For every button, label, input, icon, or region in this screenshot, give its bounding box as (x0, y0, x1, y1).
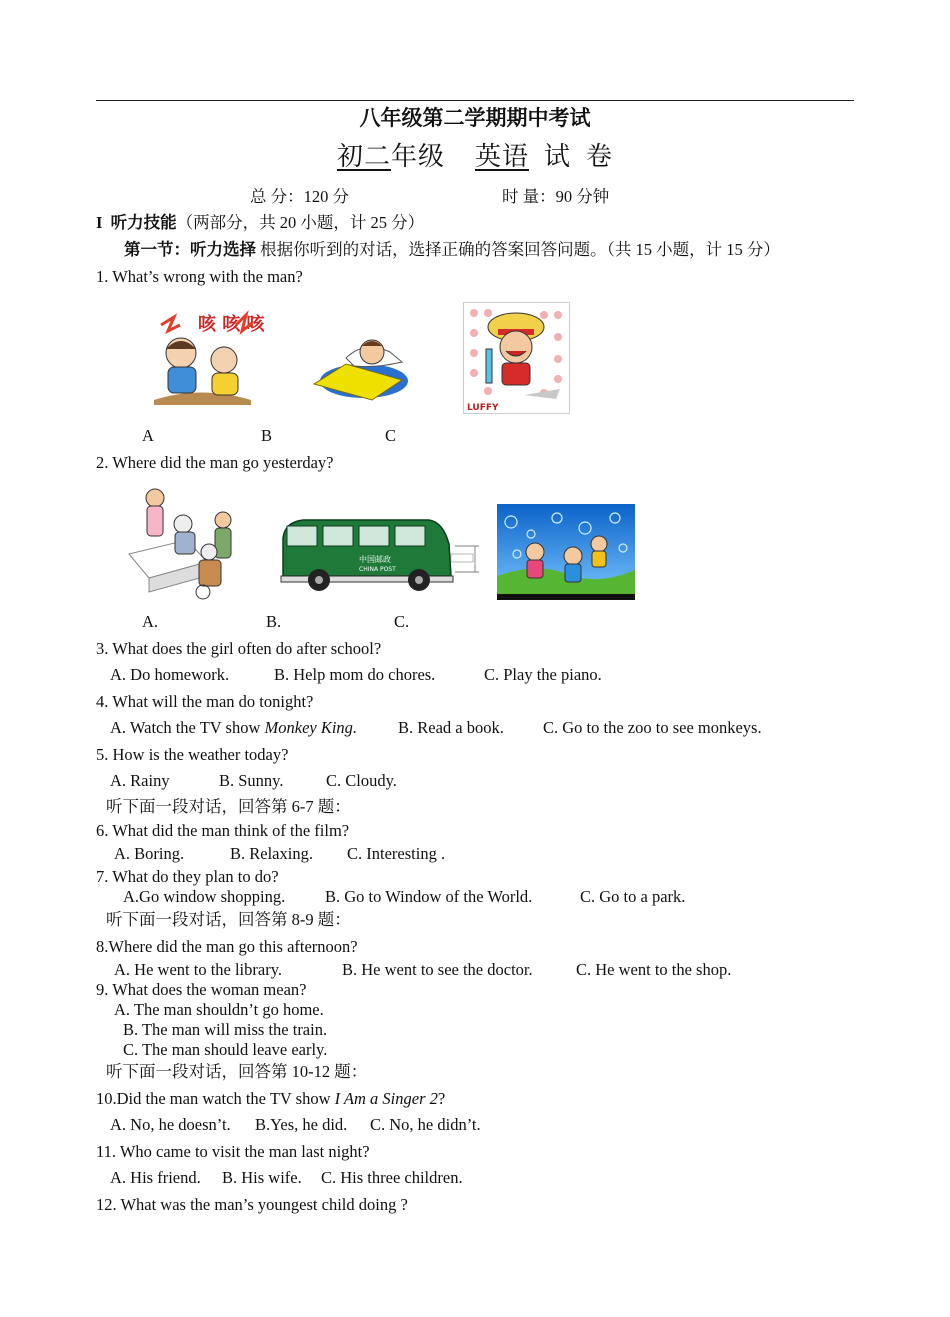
q7-option-c: C. Go to a park. (580, 887, 686, 906)
q9-text: 9. What does the woman mean? (96, 980, 307, 999)
q4-option-a-text: A. Watch the TV show (110, 718, 265, 737)
q11-text: 11. Who came to visit the man last night? (96, 1142, 370, 1161)
q4-option-b: B. Read a book. (398, 718, 504, 737)
q8-option-b: B. He went to see the doctor. (342, 960, 533, 979)
q4-text: 4. What will the man do tonight? (96, 692, 314, 711)
q7-text: 7. What do they plan to do? (96, 867, 279, 886)
exam-title: 八年级第二学期期中考试 (359, 106, 591, 130)
q6-option-c: C. Interesting . (347, 844, 446, 863)
intro-6-7: 听下面一段对话，回答第 6-7 题： (106, 797, 351, 816)
q5-option-c: C. Cloudy. (326, 771, 397, 790)
q3-text: 3. What does the girl often do after school? (96, 639, 382, 658)
q2-text: 2. Where did the man go yesterday? (96, 453, 334, 472)
q1-image-a (146, 305, 265, 407)
q2-image-c (497, 504, 635, 600)
exam-subtitle (0, 144, 950, 170)
q3-option-a: A. Do homework. (110, 665, 230, 684)
q5-option-b: B. Sunny. (219, 771, 284, 790)
section1-rest: 根据你听到的对话，选择正确的答案回答问题。（共 15 小题，计 15 分） (260, 240, 780, 259)
q2-image-a (127, 484, 239, 600)
q11-option-b: B. His wife. (222, 1168, 302, 1187)
q4-option-c: C. Go to the zoo to see monkeys. (543, 718, 762, 737)
q10-show-title: I Am a Singer 2 (334, 1089, 438, 1108)
q2-b-logo: 中国邮政 (359, 555, 391, 564)
header-rule (96, 100, 854, 101)
q1-label-b: B (261, 426, 273, 445)
q1-image-c (463, 302, 570, 414)
subject: 英语 (475, 142, 530, 171)
part1-rest: （两部分，共 20 小题，计 25 分） (176, 213, 425, 232)
q6-option-b: B. Relaxing. (230, 844, 313, 863)
part1-heading (96, 215, 424, 232)
q7-option-b: B. Go to Window of the World. (325, 887, 533, 906)
q5-text: 5. How is the weather today? (96, 745, 289, 764)
q5-option-a: A. Rainy (110, 771, 170, 790)
intro-10-12: 听下面一段对话，回答第 10-12 题： (106, 1062, 368, 1081)
q1-label-a: A (142, 426, 154, 445)
total-score: 总 分：120 分 (250, 187, 349, 206)
part1-number: I (96, 213, 103, 232)
grade-underlined: 初二 (336, 142, 391, 171)
q4-show-title: Monkey King. (264, 718, 358, 737)
q10-option-a: A. No, he doesn’t. (110, 1115, 231, 1134)
q9-option-a: A. The man shouldn’t go home. (114, 1000, 324, 1019)
intro-8-9: 听下面一段对话，回答第 8-9 题： (106, 910, 351, 929)
q2-label-b: B. (266, 612, 282, 631)
q8-option-c: C. He went to the shop. (576, 960, 732, 979)
q10-text-post: ? (437, 1089, 446, 1108)
q10-option-c: C. No, he didn’t. (370, 1115, 481, 1134)
q11-option-c: C. His three children. (321, 1168, 463, 1187)
q2-image-b (279, 516, 487, 596)
q4-option-a (110, 720, 357, 737)
q6-option-a: A. Boring. (114, 844, 185, 863)
section1-heading (124, 242, 780, 259)
q9-option-c: C. The man should leave early. (123, 1040, 328, 1059)
q8-option-a: A. He went to the library. (114, 960, 283, 979)
q2-label-a: A. (142, 612, 159, 631)
part1-bold: 听力技能 (110, 213, 177, 232)
q9-option-b: B. The man will miss the train. (123, 1020, 328, 1039)
q3-option-c: C. Play the piano. (484, 665, 602, 684)
section1-bold: 第一节：听力选择 (124, 240, 256, 259)
q1-c-caption: LUFFY (467, 403, 499, 413)
q7-option-a: A.Go window shopping. (123, 887, 286, 906)
q11-option-a: A. His friend. (110, 1168, 201, 1187)
q10-text-pre: 10.Did the man watch the TV show (96, 1089, 335, 1108)
q2-b-logo-en: CHINA POST (359, 566, 396, 573)
q1-a-cough-text: 咳 咳 咳 (198, 314, 265, 335)
q1-image-b (306, 326, 412, 410)
q8-text: 8.Where did the man go this afternoon? (96, 937, 358, 956)
q6-text: 6. What did the man think of the film? (96, 821, 350, 840)
exam-time: 时 量：90 分钟 (502, 187, 610, 206)
q10-text (96, 1091, 445, 1108)
q12-text: 12. What was the man’s youngest child doing ? (96, 1195, 408, 1214)
grade-suffix: 年级 (390, 142, 445, 171)
q1-text: 1. What’s wrong with the man? (96, 267, 303, 286)
exam-word: 试 卷 (544, 142, 614, 171)
q10-option-b: B.Yes, he did. (255, 1115, 348, 1134)
q1-label-c: C (385, 426, 397, 445)
q3-option-b: B. Help mom do chores. (274, 665, 436, 684)
q2-label-c: C. (394, 612, 410, 631)
